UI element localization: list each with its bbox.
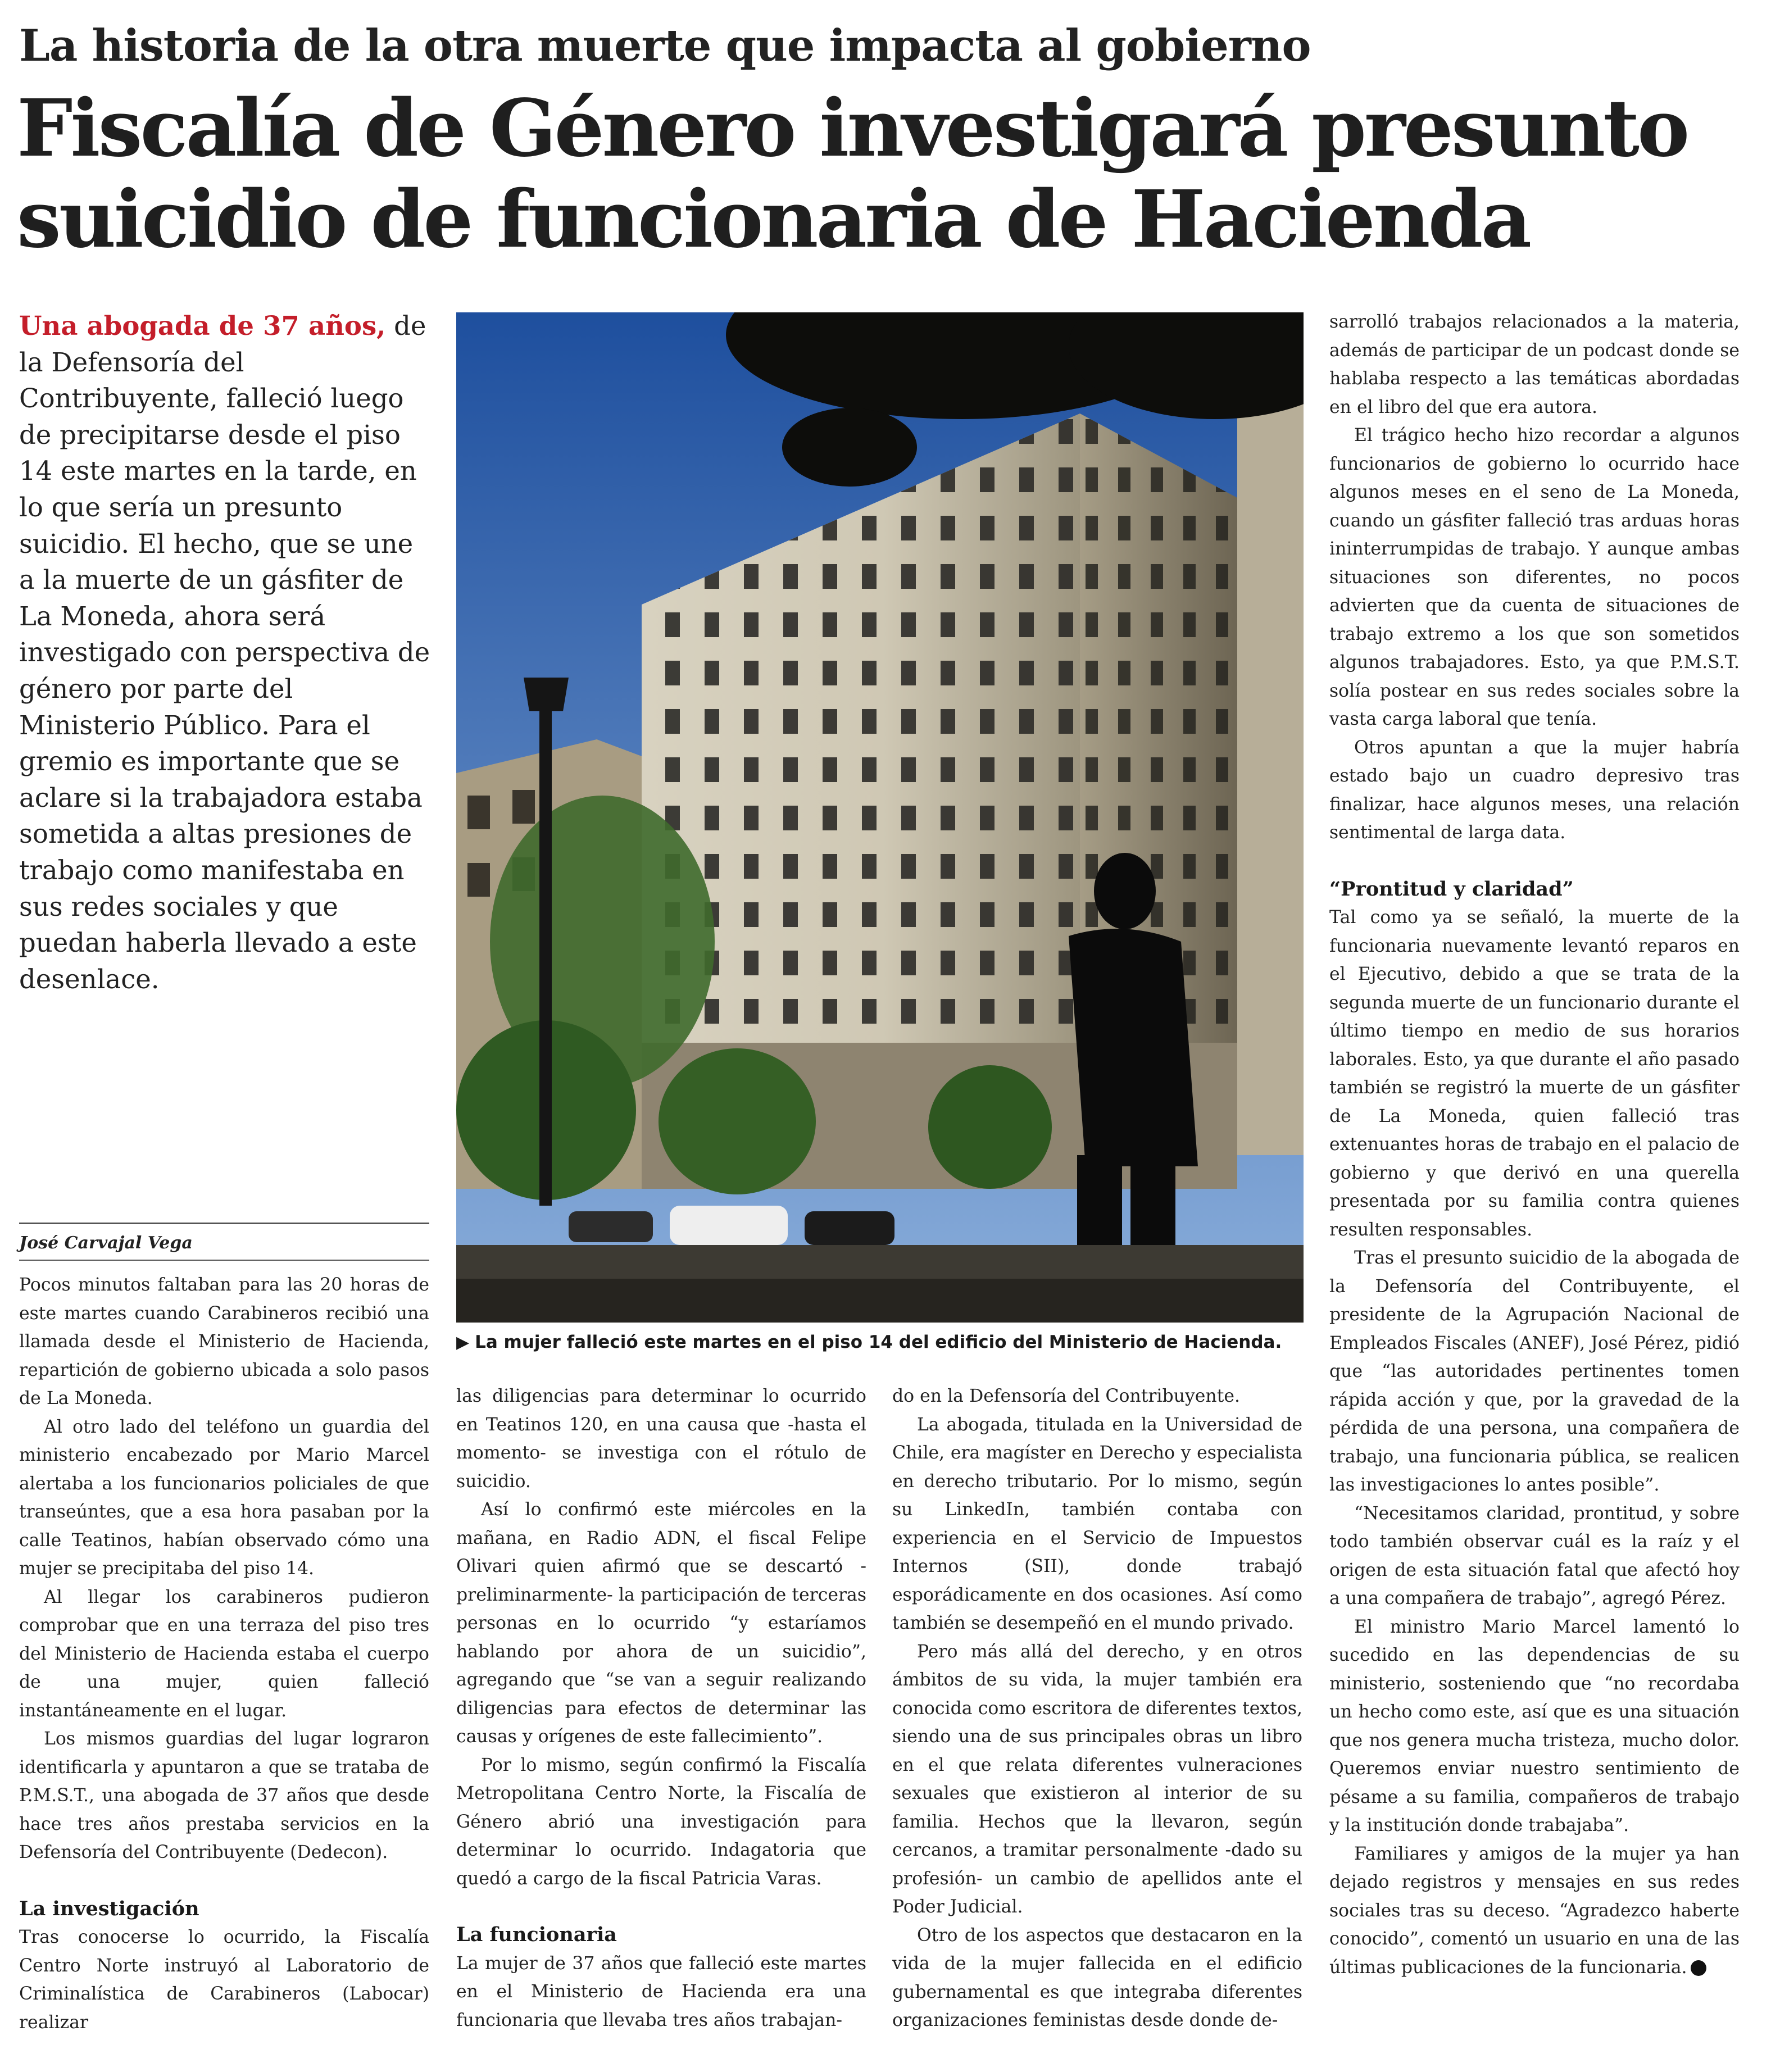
body-paragraph: Pero más allá del derecho, y en otros ámbitos de su vida, la mujer también era conocida como escritora de diferentes textos, siendo una de sus principales obras un libro en el que relata diferentes vulneraciones sexuales que existieron al interior de su familia. Hechos que la llevaron, según cercanos, a tramitar personalmente -dado su profesión- un cambio de apellidos ante el Poder Judicial. <box>892 1641 1302 1917</box>
headline-line-1: Fiscalía de Género investigará presunto <box>17 83 1688 175</box>
lead-text: de la Defensoría del Contribuyente, falleció luego de precipitarse desde el piso 14 este martes en la tarde, en lo que sería un presunto suicidio. El hecho, que se une a la muerte de un gásfiter de La Moneda, ahora será investigado con perspectiva de género por parte del Ministerio Público. Para el gremio es importante que se aclare si la trabajadora estaba sometida a altas presiones de trabajo como manifestaba en sus redes sociales y que puedan haberla llevado a este desenlace. <box>19 311 430 994</box>
subhead-funcionaria: La funcionaria <box>456 1923 617 1946</box>
body-paragraph: Así lo confirmó este miércoles en la mañana, en Radio ADN, el fiscal Felipe Olivari quien afirmó que se descartó -preliminarmente- la participación de terceras personas en lo ocurrido “y estaríamos hablando por ahora de un suicidio”, agregando que “se van a seguir realizando diligencias para efectos de determinar las causas y orígenes de este fallecimiento”. <box>456 1500 866 1747</box>
body-paragraph: Por lo mismo, según confirmó la Fiscalía Metropolitana Centro Norte, la Fiscalía de Género abrió una investigación para determinar lo ocurrido. Indagatoria que quedó a cargo de la fiscal Patricia Varas. <box>456 1755 866 1889</box>
body-paragraph: do en la Defensoría del Contribuyente. <box>892 1386 1241 1406</box>
lead-highlight: Una abogada de 37 años, <box>19 310 386 341</box>
body-text: Familiares y amigos de la mujer ya han dejado registros y mensajes en sus redes sociales tras su deceso. “Agradezco haberte conocido”, comentó un usuario en una de las últimas publicaciones de la funcionaria. <box>1329 1843 1740 1978</box>
kicker: La historia de la otra muerte que impacta al gobierno <box>19 20 1311 71</box>
body-paragraph: La mujer de 37 años que falleció este martes en el Ministerio de Hacienda era una funcionaria que llevaba tres años trabajan- <box>456 1953 866 2030</box>
body-column-2 <box>456 1382 866 2034</box>
body-paragraph: Otro de los aspectos que destacaron en la vida de la mujer fallecida en el edificio gubernamental es que integraba diferentes organizaciones feministas desde donde de- <box>892 1925 1302 2030</box>
body-paragraph: La abogada, titulada en la Universidad de Chile, era magíster en Derecho y especialista en derecho tributario. Por lo mismo, según su LinkedIn, también contaba con experiencia en el Servicio de Impuestos Internos (SII), donde trabajó esporádicamente en dos ocasiones. Así como también se desempeñó en el mundo privado. <box>892 1414 1302 1633</box>
body-paragraph-last <box>1329 1840 1740 1982</box>
body-paragraph: El trágico hecho hizo recordar a algunos funcionarios de gobierno lo ocurrido hace algunos meses en el seno de La Moneda, cuando un gásfiter falleció tras arduas horas ininterrumpidas de trabajo. Y aunque ambas situaciones son diferentes, no pocos advierten que da cuenta de situaciones de trabajo extremo a los que son sometidos algunos trabajadores. Esto, ya que P.M.S.T. solía postear en sus redes sociales sobre la vasta carga laboral que tenía. <box>1329 425 1740 729</box>
body-paragraph: El ministro Mario Marcel lamentó lo sucedido en las dependencias de su ministerio, sosteniendo que “no recordaba un hecho como este, así que es una situación que nos genera mucha tristeza, mucho dolor. Queremos enviar nuestro sentimiento de pésame a su familia, compañeros de trabajo y la institución donde trabajaba”. <box>1329 1616 1740 1835</box>
body-column-3 <box>892 1382 1302 2035</box>
body-paragraph: Tras el presunto suicidio de la abogada de la Defensoría del Contribuyente, el presidente de la Agrupación Nacional de Empleados Fiscales (ANEF), José Pérez, pidió que “las autoridades pertinentes tomen rápida acción y que, por la gravedad de la pérdida de una persona, una compañera de trabajo, una funcionaria pública, se realicen las investigaciones lo antes posible”. <box>1329 1248 1740 1495</box>
body-paragraph: sarrolló trabajos relacionados a la materia, además de participar de un podcast donde se hablaba respecto a las temáticas abordadas en el libro del que era autora. <box>1329 312 1740 417</box>
body-paragraph: Otros apuntan a que la mujer habría estado bajo un cuadro depresivo tras finalizar, hace algunos meses, una relación sentimental de larga data. <box>1329 737 1740 843</box>
body-paragraph: Tras conocerse lo ocurrido, la Fiscalía Centro Norte instruyó al Laboratorio de Criminalística de Carabineros (Labocar) realizar <box>19 1927 429 2033</box>
building-photo <box>456 312 1304 1323</box>
body-paragraph: Pocos minutos faltaban para las 20 horas de este martes cuando Carabineros recibió una llamada desde el Ministerio de Hacienda, repartición de gobierno ubicada a solo pasos de La Moneda. <box>19 1275 429 1408</box>
body-column-1 <box>19 1271 429 2037</box>
body-paragraph: Al llegar los carabineros pudieron comprobar que en una terraza del piso tres del Ministerio de Hacienda estaba el cuerpo de una mujer, quien falleció instantáneamente en el lugar. <box>19 1587 429 1721</box>
subhead-prontitud: “Prontitud y claridad” <box>1329 877 1574 901</box>
lead-paragraph <box>19 308 435 997</box>
byline: José Carvajal Vega <box>19 1233 193 1253</box>
caption-text: La mujer falleció este martes en el piso 14 del edificio del Ministerio de Hacienda. <box>475 1332 1282 1352</box>
byline-rule-bottom <box>19 1260 429 1261</box>
photo-illustration <box>456 312 1304 1323</box>
body-paragraph: las diligencias para determinar lo ocurrido en Teatinos 120, en una causa que -hasta el momento- se investiga con el rótulo de suicidio. <box>456 1386 866 1492</box>
byline-rule-top <box>19 1223 429 1224</box>
headline-line-2: suicidio de funcionaria de Hacienda <box>17 174 1530 266</box>
headline <box>17 83 1753 265</box>
body-paragraph: Los mismos guardias del lugar lograron identificarla y apuntaron a que se trataba de P.M.S.T., una abogada de 37 años que desde hace tres años prestaba servicios en la Defensoría del Contribuyente (Dedecon). <box>19 1729 429 1862</box>
body-paragraph: Al otro lado del teléfono un guardia del ministerio encabezado por Mario Marcel alertaba a los funcionarios policiales de que transeúntes, que a esa hora pasaban por la calle Teatinos, habían observado cómo una mujer se precipitaba del piso 14. <box>19 1416 429 1579</box>
body-paragraph: “Necesitamos claridad, prontitud, y sobre todo también observar cuál es la raíz y el origen de esta situación fatal que afectó hoy a una compañera de trabajo”, agregó Pérez. <box>1329 1503 1740 1608</box>
end-mark-icon <box>1691 1960 1706 1976</box>
caption-arrow-icon: ▶ <box>456 1333 470 1352</box>
body-column-4 <box>1329 308 1740 1982</box>
photo-caption <box>456 1329 1304 1356</box>
subhead-investigacion: La investigación <box>19 1897 199 1920</box>
body-paragraph: Tal como ya se señaló, la muerte de la funcionaria nuevamente levantó reparos en el Ejecutivo, debido a que se trata de la segunda muerte de un funcionario durante el último tiempo en medio de sus horarios laborales. Esto, ya que durante el año pasado también se registró la muerte de un gásfiter de La Moneda, quien falleció tras extenuantes horas de trabajo en el palacio de gobierno y que derivó en una querella presentada por su familia contra quienes resulten responsables. <box>1329 907 1740 1240</box>
